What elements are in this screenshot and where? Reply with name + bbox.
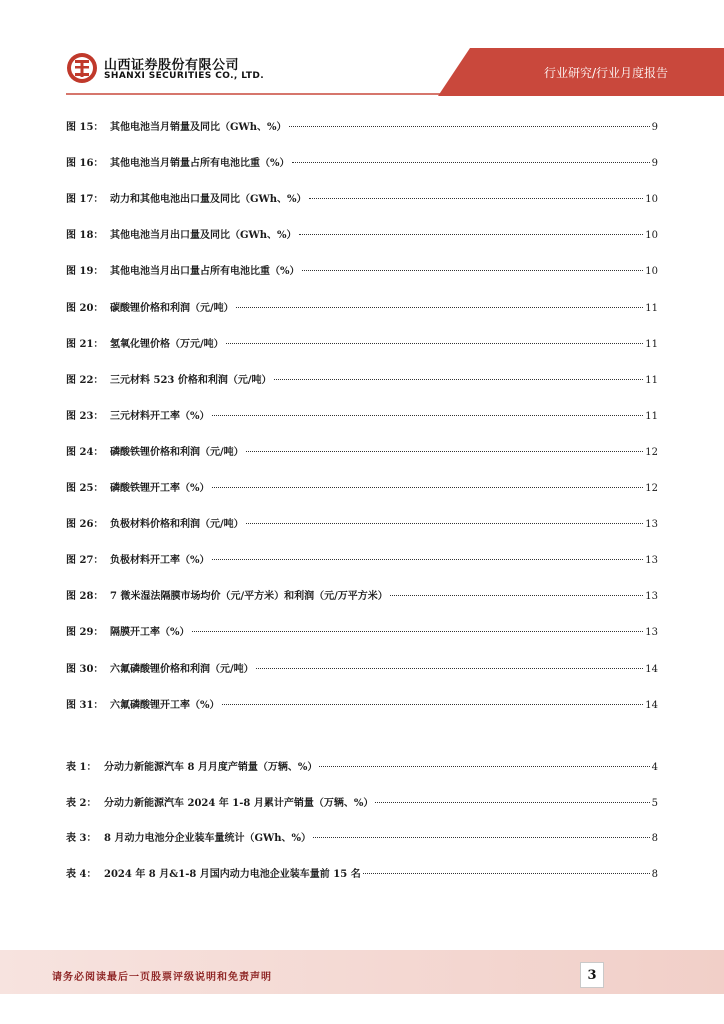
entry-page-number: 12 (645, 483, 658, 494)
entry-number: 图 18： (66, 230, 104, 242)
entry-number: 图 20： (66, 302, 104, 314)
header-band (0, 0, 724, 100)
dot-leader (246, 451, 644, 452)
figure-toc-entry[interactable] (66, 696, 658, 716)
entry-title: 其他电池当月销量占所有电池比重（%） (110, 158, 290, 170)
figure-toc-entry[interactable] (66, 407, 658, 427)
entry-page-number: 13 (645, 627, 658, 639)
entry-page-number: 13 (645, 519, 658, 531)
entry-page-number: 4 (651, 762, 658, 773)
entry-number: 图 15： (66, 122, 104, 133)
dot-leader (390, 595, 644, 596)
entry-page-number: 10 (645, 266, 658, 278)
figure-toc-entry[interactable] (66, 479, 658, 499)
dot-leader (246, 523, 644, 524)
entry-page-number: 9 (651, 158, 658, 170)
company-name-en: SHANXI SECURITIES CO., LTD. (104, 71, 265, 81)
entry-number: 图 23： (66, 410, 104, 422)
entry-page-number: 8 (651, 869, 658, 881)
figure-toc-entry[interactable] (66, 299, 658, 319)
figure-toc-entry[interactable] (66, 335, 658, 355)
figure-toc-entry[interactable] (66, 587, 658, 607)
entry-page-number: 11 (645, 302, 658, 314)
entry-page-number: 14 (645, 699, 658, 711)
entry-number: 图 16： (66, 158, 104, 170)
table-toc-entry[interactable] (66, 865, 658, 885)
dot-leader (256, 668, 644, 669)
table-toc-entry[interactable] (66, 794, 658, 814)
table-toc-entry[interactable] (66, 829, 658, 849)
dot-leader (222, 704, 644, 705)
dot-leader (192, 631, 644, 632)
dot-leader (309, 198, 644, 199)
entry-title: 氢氧化锂价格（万元/吨） (110, 338, 224, 350)
entry-title: 六氟磷酸锂价格和利润（元/吨） (110, 663, 254, 675)
disclaimer-text: 请务必阅读最后一页股票评级说明和免责声明 (52, 972, 272, 983)
entry-page-number: 14 (645, 663, 658, 675)
entry-title: 负极材料开工率（%） (110, 555, 210, 567)
entry-page-number: 12 (645, 446, 658, 458)
entry-number: 图 30： (66, 663, 104, 675)
entry-number: 表 3： (66, 833, 97, 845)
figure-toc-entry[interactable] (66, 190, 658, 210)
company-name-cn: 山西证券股份有限公司 (104, 58, 240, 73)
entry-title: 7 微米湿法隔膜市场均价（元/平方米）和利润（元/万平方米） (110, 591, 388, 603)
dot-leader (274, 379, 644, 380)
figure-toc-entry[interactable] (66, 443, 658, 463)
table-toc-entry[interactable] (66, 758, 658, 778)
entry-page-number: 11 (645, 374, 658, 386)
dot-leader (302, 270, 644, 271)
company-logo-icon (66, 52, 98, 84)
entry-number: 图 24： (66, 446, 104, 458)
dot-leader (289, 126, 650, 127)
entry-page-number: 5 (651, 797, 658, 809)
entry-page-number: 11 (645, 410, 658, 422)
entry-title: 负极材料价格和利润（元/吨） (110, 519, 244, 531)
figure-toc-entry[interactable] (66, 118, 658, 138)
entry-number: 图 28： (66, 591, 104, 603)
entry-page-number: 13 (645, 555, 658, 567)
entry-page-number: 9 (651, 122, 658, 133)
entry-title: 六氟磷酸锂开工率（%） (110, 699, 220, 711)
dot-leader (212, 559, 644, 560)
entry-number: 表 1： (66, 762, 97, 773)
figure-toc-entry[interactable] (66, 226, 658, 246)
entry-page-number: 10 (645, 230, 658, 242)
page-footer (0, 950, 724, 1010)
entry-title: 其他电池当月出口量及同比（GWh、%） (110, 230, 297, 242)
entry-title: 分动力新能源汽车 8 月月度产销量（万辆、%） (104, 762, 318, 773)
dot-leader (226, 343, 644, 344)
entry-page-number: 13 (645, 591, 658, 603)
entry-title: 磷酸铁锂价格和利润（元/吨） (110, 446, 244, 458)
entry-number: 图 29： (66, 627, 104, 639)
figure-toc-entry[interactable] (66, 515, 658, 535)
entry-title: 其他电池当月出口量占所有电池比重（%） (110, 266, 300, 278)
dot-leader (292, 162, 650, 163)
entry-title: 其他电池当月销量及同比（GWh、%） (110, 122, 287, 133)
dot-leader (375, 802, 649, 803)
entry-title: 隔膜开工率（%） (110, 627, 190, 639)
entry-number: 表 4： (66, 869, 97, 881)
entry-page-number: 10 (645, 194, 658, 206)
entry-number: 图 17： (66, 194, 104, 206)
dot-leader (313, 837, 650, 838)
figure-toc-entry[interactable] (66, 660, 658, 680)
figure-toc-entry[interactable] (66, 623, 658, 643)
dot-leader (212, 487, 644, 488)
entry-number: 图 25： (66, 483, 104, 494)
entry-number: 图 19： (66, 266, 104, 278)
entry-title: 磷酸铁锂开工率（%） (110, 483, 210, 494)
entry-title: 三元材料开工率（%） (110, 410, 210, 422)
figure-toc-entry[interactable] (66, 262, 658, 282)
report-type-label: 行业研究/行业月度报告 (543, 66, 668, 80)
entry-number: 图 26： (66, 519, 104, 531)
entry-page-number: 11 (645, 338, 658, 350)
figure-toc-entry[interactable] (66, 371, 658, 391)
entry-title: 2024 年 8 月&1-8 月国内动力电池企业装车量前 15 名 (104, 869, 361, 881)
entry-title: 分动力新能源汽车 2024 年 1-8 月累计产销量（万辆、%） (104, 797, 374, 809)
page-header (0, 0, 724, 100)
figure-toc-entry[interactable] (66, 551, 658, 571)
entry-number: 图 31： (66, 699, 104, 711)
dot-leader (236, 307, 644, 308)
entry-title: 8 月动力电池分企业装车量统计（GWh、%） (104, 833, 311, 845)
figure-toc-entry[interactable] (66, 154, 658, 174)
entry-number: 图 22： (66, 374, 104, 386)
dot-leader (319, 766, 649, 767)
page-number: 3 (580, 962, 604, 988)
entry-title: 动力和其他电池出口量及同比（GWh、%） (110, 194, 307, 206)
entry-number: 图 21： (66, 338, 104, 350)
dot-leader (212, 415, 644, 416)
entry-number: 图 27： (66, 555, 104, 567)
entry-number: 表 2： (66, 797, 97, 809)
entry-title: 三元材料 523 价格和利润（元/吨） (110, 374, 272, 386)
dot-leader (299, 234, 644, 235)
entry-title: 碳酸锂价格和利润（元/吨） (110, 302, 234, 314)
dot-leader (363, 873, 650, 874)
entry-page-number: 8 (651, 833, 658, 845)
